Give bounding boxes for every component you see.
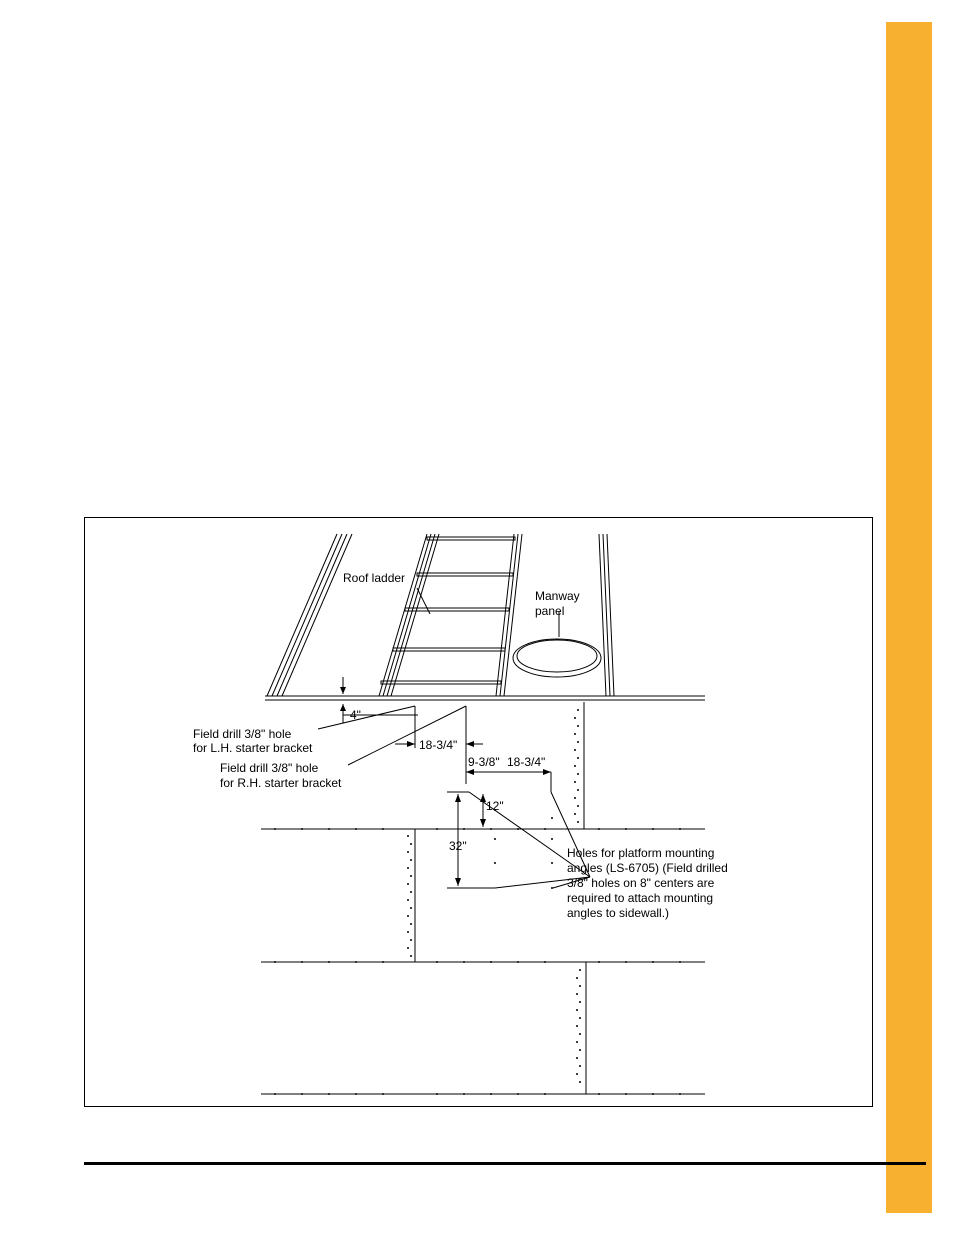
dimension-arrowheads [340,687,551,886]
label-holes-1: Holes for platform mounting [567,846,715,860]
eave-line [265,696,705,700]
label-manway-2: panel [535,604,565,618]
manway-panel [513,639,601,677]
footer-rule [84,1162,926,1165]
label-holes-2: angles (LS-6705) (Field drilled [567,861,728,875]
label-roof-ladder: Roof ladder [343,571,406,585]
label-lh-1: Field drill 3/8" hole [193,727,292,741]
label-rh-2: for R.H. starter bracket [220,776,342,790]
chapter-side-tab [886,22,932,1213]
label-holes-3: 3/8" holes on 8" centers are [567,876,715,890]
ladder-rail-right [496,534,522,696]
label-lh-2: for L.H. starter bracket [193,741,313,755]
figure-frame [84,517,873,1107]
dim-4: 4" [350,708,361,722]
label-holes-4: required to attach mounting [567,891,714,905]
roof-ladder-diagram [85,518,874,1108]
dim-9-38: 9-3/8" [468,755,500,769]
ladder-rail-left [379,534,439,696]
dim-12: 12" [486,799,504,813]
label-rh-1: Field drill 3/8" hole [220,761,319,775]
label-holes-5: angles to sidewall.) [567,906,670,920]
dim-18-34-b: 18-3/4" [507,755,546,769]
roof-rib-left [267,534,352,696]
roof-rib-right [599,534,614,696]
label-manway-1: Manway [535,589,580,603]
dim-18-34-a: 18-3/4" [419,738,458,752]
leader-lh-bracket [318,706,415,729]
dim-32: 32" [449,839,467,853]
